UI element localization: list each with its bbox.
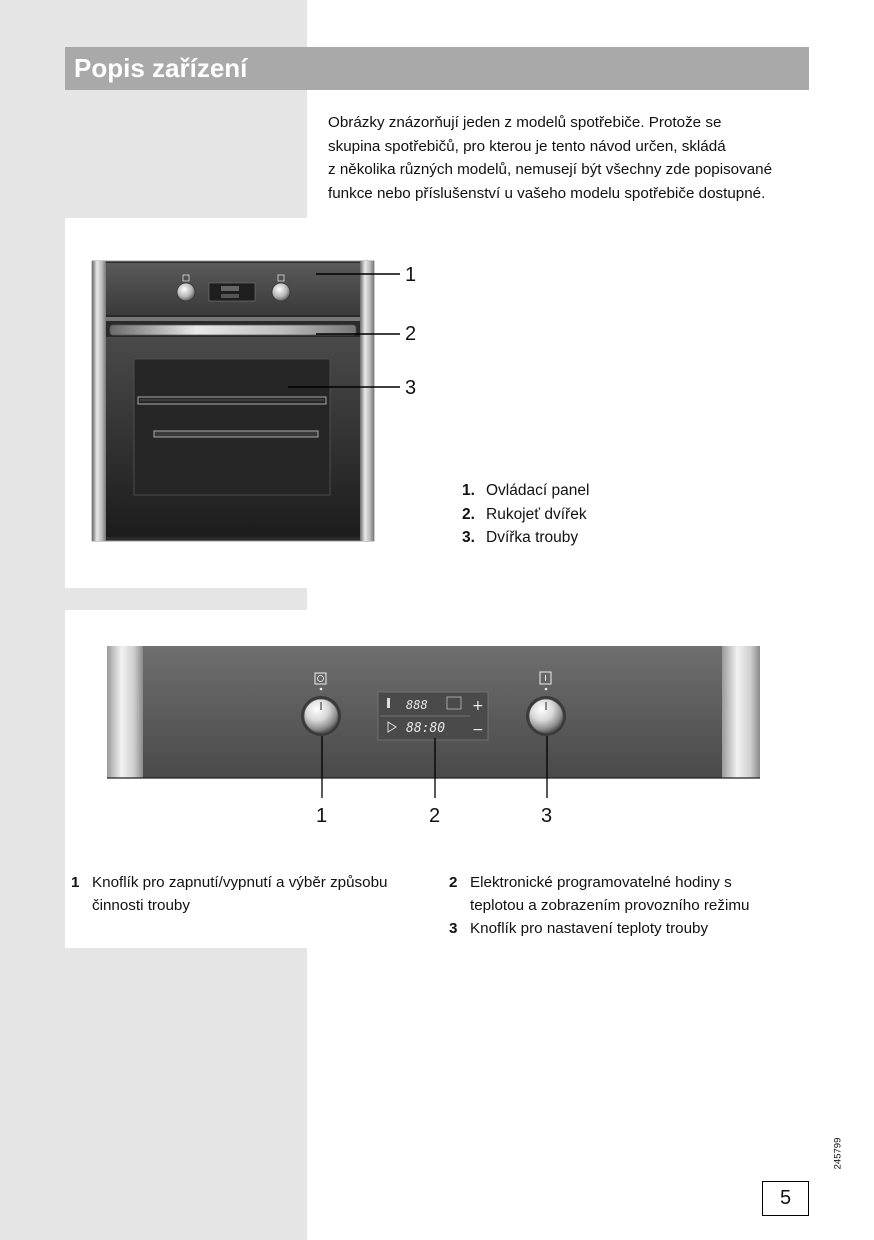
clock-display (378, 692, 488, 740)
page-number: 5 (762, 1181, 809, 1216)
panel-left-trim (107, 646, 143, 778)
display-plus: + (472, 698, 484, 714)
description-number: 2 (449, 874, 458, 891)
oven-illustration (88, 255, 428, 555)
intro-line: Obrázky znázorňují jeden z modelů spotřebiče. Protože se (328, 114, 722, 131)
oven-baking-tray (154, 431, 318, 437)
control-panel-illustration (100, 640, 770, 805)
legend-number: 3. (462, 529, 475, 546)
oven-left-knob (177, 283, 195, 301)
description-text: teplotou a zobrazením provozního režimu (470, 897, 750, 914)
callout-number: 2 (429, 805, 441, 827)
thermometer-icon (387, 698, 390, 708)
display-top-readout: 888 (406, 698, 428, 712)
description-number: 3 (449, 920, 458, 937)
oven-inner-window (134, 359, 330, 495)
knob-indicator-dot (545, 688, 548, 691)
intro-line: z několika různých modelů, nemusejí být všechny zde popisované (328, 161, 773, 178)
oven-right-knob (272, 283, 290, 301)
description-text: Elektronické programovatelné hodiny s (470, 874, 732, 891)
legend-item (462, 503, 589, 527)
document-code: 245799 (832, 1137, 844, 1170)
oven-right-trim (360, 261, 374, 541)
callout-number: 2 (405, 323, 417, 345)
description-item (449, 871, 829, 917)
legend-number: 1. (462, 482, 475, 499)
description-number: 1 (71, 874, 80, 891)
legend-label: Rukojeť dvířek (486, 505, 587, 523)
description-text: Knoflík pro nastavení teploty trouby (470, 920, 709, 937)
oven-display-digits (221, 286, 239, 291)
oven-left-trim (92, 261, 106, 541)
intro-line: funkce nebo příslušenství u vašeho modelu spotřebiče dostupné. (328, 184, 766, 202)
oven-display (209, 283, 255, 301)
intro-line: skupina spotřebičů, pro kterou je tento návod určen, skládá (328, 137, 726, 155)
intro-paragraph (328, 111, 818, 205)
description-item (449, 917, 829, 940)
description-text: Knoflík pro zapnutí/vypnutí a výběr způsobu (92, 874, 388, 891)
section-title-bar (65, 47, 809, 90)
callout-number: 3 (541, 805, 553, 827)
description-text: činnosti trouby (92, 897, 190, 914)
figure1-legend (462, 479, 589, 550)
oven-display-digits (221, 294, 239, 298)
description-item (71, 871, 431, 917)
description-left (71, 871, 431, 917)
panel-right-trim (722, 646, 760, 778)
display-minus: − (472, 722, 484, 738)
callout-number: 3 (405, 377, 417, 399)
oven-door-edge (106, 317, 360, 321)
legend-item (462, 479, 589, 503)
legend-label: Ovládací panel (486, 482, 590, 499)
display-bottom-readout: 88:80 (406, 721, 446, 736)
legend-item (462, 526, 589, 550)
page-title: Popis zařízení (74, 53, 248, 83)
legend-number: 2. (462, 505, 475, 523)
description-right (449, 871, 829, 940)
legend-label: Dvířka trouby (486, 529, 579, 546)
callout-number: 1 (316, 805, 328, 827)
callout-number: 1 (405, 264, 417, 286)
knob-indicator-dot (320, 688, 323, 691)
